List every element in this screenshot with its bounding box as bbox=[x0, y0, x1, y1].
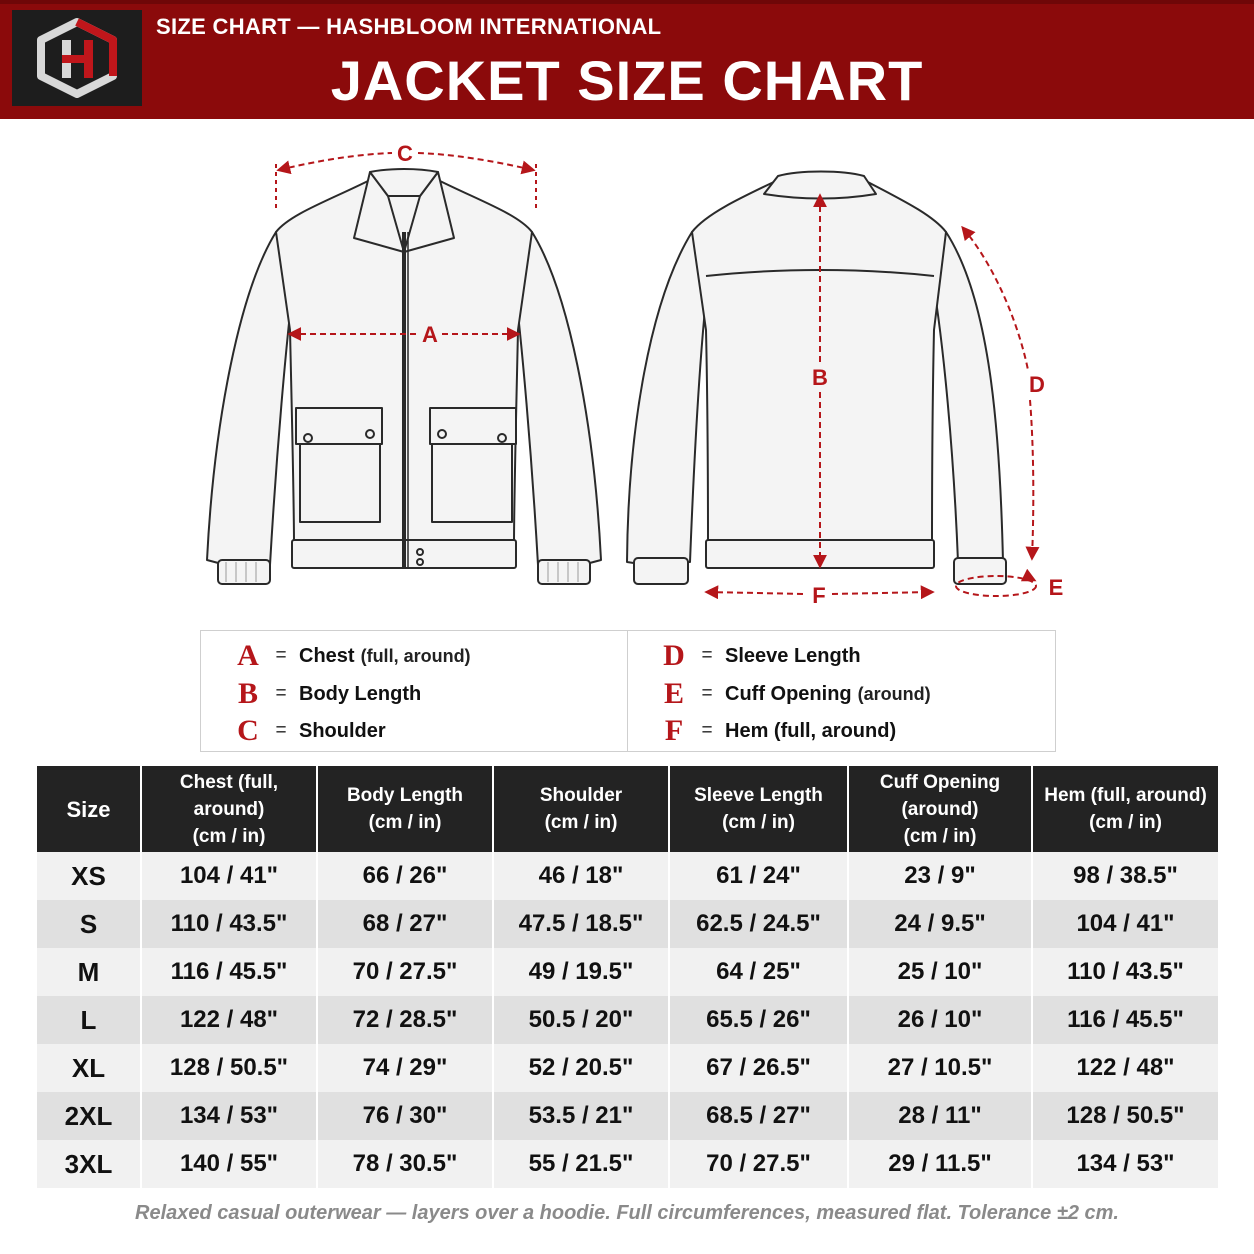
label-b: B bbox=[812, 365, 828, 390]
body-length-cell: 66 / 26" bbox=[317, 852, 493, 900]
legend-equals: = bbox=[275, 683, 287, 704]
cuff-opening-cell: 25 / 10" bbox=[848, 948, 1032, 996]
table-row bbox=[37, 1140, 1218, 1188]
shoulder-cell: 53.5 / 21" bbox=[493, 1092, 669, 1140]
size-cell: XL bbox=[37, 1044, 141, 1092]
brand-line: SIZE CHART — HASHBLOOM INTERNATIONAL bbox=[156, 14, 662, 39]
label-f: F bbox=[812, 583, 826, 608]
cuff-opening-cell: 28 / 11" bbox=[848, 1092, 1032, 1140]
sleeve-length-cell: 70 / 27.5" bbox=[669, 1140, 848, 1188]
sleeve-length-cell: 64 / 25" bbox=[669, 948, 848, 996]
cuff-opening-cell: 23 / 9" bbox=[848, 852, 1032, 900]
chest-cell: 140 / 55" bbox=[141, 1140, 317, 1188]
table-row bbox=[37, 996, 1218, 1044]
size-cell: 3XL bbox=[37, 1140, 141, 1188]
column-header-cuff-opening bbox=[848, 766, 1032, 852]
legend-letter: E bbox=[663, 677, 684, 710]
body-length-cell: 68 / 27" bbox=[317, 900, 493, 948]
shoulder-cell: 47.5 / 18.5" bbox=[493, 900, 669, 948]
legend-item-c bbox=[233, 714, 386, 748]
hem-cell: 122 / 48" bbox=[1032, 1044, 1218, 1092]
body-length-cell: 72 / 28.5" bbox=[317, 996, 493, 1044]
legend-item-f bbox=[659, 714, 896, 748]
legend-divider bbox=[627, 631, 628, 751]
legend-label: Chest bbox=[299, 644, 355, 667]
shoulder-cell: 46 / 18" bbox=[493, 852, 669, 900]
column-header-size: Size bbox=[37, 766, 141, 852]
legend-label: Sleeve Length bbox=[725, 644, 861, 667]
hem-cell: 116 / 45.5" bbox=[1032, 996, 1218, 1044]
size-cell: S bbox=[37, 900, 141, 948]
shoulder-cell: 50.5 / 20" bbox=[493, 996, 669, 1044]
header-line: Shoulder bbox=[539, 785, 623, 806]
column-header-hem bbox=[1032, 766, 1218, 852]
legend-letter: D bbox=[663, 639, 685, 672]
body-length-cell: 74 / 29" bbox=[317, 1044, 493, 1092]
label-a: A bbox=[422, 322, 438, 347]
legend-label: Cuff Opening bbox=[725, 682, 852, 705]
shoulder-cell: 49 / 19.5" bbox=[493, 948, 669, 996]
sleeve-length-cell: 68.5 / 27" bbox=[669, 1092, 848, 1140]
header-unit: (cm / in) bbox=[368, 812, 442, 833]
header-unit: (cm / in) bbox=[192, 825, 266, 847]
legend-letter: C bbox=[237, 714, 259, 747]
legend-equals: = bbox=[701, 645, 713, 666]
shoulder-cell: 52 / 20.5" bbox=[493, 1044, 669, 1092]
body-length-cell: 78 / 30.5" bbox=[317, 1140, 493, 1188]
size-cell: L bbox=[37, 996, 141, 1044]
legend-letter: B bbox=[237, 677, 258, 710]
legend-note: (full, around) bbox=[360, 645, 471, 666]
header-unit: (cm / in) bbox=[903, 825, 977, 847]
legend-item-b bbox=[233, 677, 421, 711]
column-header-shoulder bbox=[493, 766, 669, 852]
legend-item-d bbox=[659, 639, 861, 673]
chest-cell: 110 / 43.5" bbox=[141, 900, 317, 948]
legend-label: Body Length bbox=[299, 682, 422, 705]
legend-note: (around) bbox=[857, 683, 931, 704]
footnote: Relaxed casual outerwear — layers over a hoodie. Full circumferences, measured flat. Tolerance ±2 cm. bbox=[135, 1202, 1119, 1224]
size-cell: M bbox=[37, 948, 141, 996]
hem-cell: 128 / 50.5" bbox=[1032, 1092, 1218, 1140]
legend-equals: = bbox=[701, 720, 713, 741]
header-banner bbox=[0, 0, 1254, 119]
table-row bbox=[37, 1044, 1218, 1092]
label-c: C bbox=[397, 141, 413, 166]
legend-equals: = bbox=[275, 720, 287, 741]
header-top-strip bbox=[0, 0, 1254, 4]
sleeve-length-cell: 62.5 / 24.5" bbox=[669, 900, 848, 948]
shoulder-cell: 55 / 21.5" bbox=[493, 1140, 669, 1188]
legend-letter: F bbox=[664, 714, 684, 747]
header-line: (around) bbox=[901, 798, 979, 820]
hem-cell: 98 / 38.5" bbox=[1032, 852, 1218, 900]
jacket-diagram bbox=[0, 119, 1254, 629]
size-cell: XS bbox=[37, 852, 141, 900]
chest-cell: 128 / 50.5" bbox=[141, 1044, 317, 1092]
table-row bbox=[37, 852, 1218, 900]
hem-cell: 104 / 41" bbox=[1032, 900, 1218, 948]
table-header-row bbox=[37, 766, 1218, 852]
legend-letter: A bbox=[237, 639, 259, 672]
label-d: D bbox=[1029, 372, 1045, 397]
page-title: JACKET SIZE CHART bbox=[330, 49, 924, 112]
cuff-opening-cell: 27 / 10.5" bbox=[848, 1044, 1032, 1092]
header-line: Sleeve Length bbox=[694, 785, 823, 806]
legend-label: Shoulder bbox=[299, 719, 386, 742]
sleeve-length-cell: 61 / 24" bbox=[669, 852, 848, 900]
column-header-sleeve-length bbox=[669, 766, 848, 852]
chest-cell: 116 / 45.5" bbox=[141, 948, 317, 996]
table-row bbox=[37, 1092, 1218, 1140]
header-line: Hem (full, around) bbox=[1044, 785, 1207, 806]
label-e: E bbox=[1048, 575, 1064, 600]
header-unit: (cm / in) bbox=[722, 812, 795, 833]
legend-equals: = bbox=[701, 683, 713, 704]
header-line: Chest (full, around) bbox=[179, 771, 279, 820]
table-row bbox=[37, 900, 1218, 948]
legend-item-e bbox=[659, 677, 931, 711]
legend-equals: = bbox=[275, 645, 287, 666]
sleeve-length-cell: 67 / 26.5" bbox=[669, 1044, 848, 1092]
header-line: Body Length bbox=[346, 785, 464, 806]
cuff-opening-cell: 24 / 9.5" bbox=[848, 900, 1032, 948]
column-header-chest bbox=[141, 766, 317, 852]
legend-label: Hem (full, around) bbox=[725, 719, 897, 742]
hem-cell: 134 / 53" bbox=[1032, 1140, 1218, 1188]
size-table bbox=[37, 766, 1218, 1188]
chest-cell: 122 / 48" bbox=[141, 996, 317, 1044]
body-length-cell: 70 / 27.5" bbox=[317, 948, 493, 996]
size-cell: 2XL bbox=[37, 1092, 141, 1140]
chest-cell: 104 / 41" bbox=[141, 852, 317, 900]
body-length-cell: 76 / 30" bbox=[317, 1092, 493, 1140]
cuff-opening-cell: 29 / 11.5" bbox=[848, 1140, 1032, 1188]
chest-cell: 134 / 53" bbox=[141, 1092, 317, 1140]
hem-cell: 110 / 43.5" bbox=[1032, 948, 1218, 996]
header-unit: (cm / in) bbox=[544, 812, 618, 833]
header-unit: (cm / in) bbox=[1089, 812, 1162, 833]
cuff-opening-cell: 26 / 10" bbox=[848, 996, 1032, 1044]
table-row bbox=[37, 948, 1218, 996]
column-header-body-length bbox=[317, 766, 493, 852]
legend-item-a bbox=[233, 639, 471, 673]
header-line: Cuff Opening bbox=[879, 771, 1001, 793]
sleeve-length-cell: 65.5 / 26" bbox=[669, 996, 848, 1044]
measurement-legend bbox=[200, 630, 1056, 752]
